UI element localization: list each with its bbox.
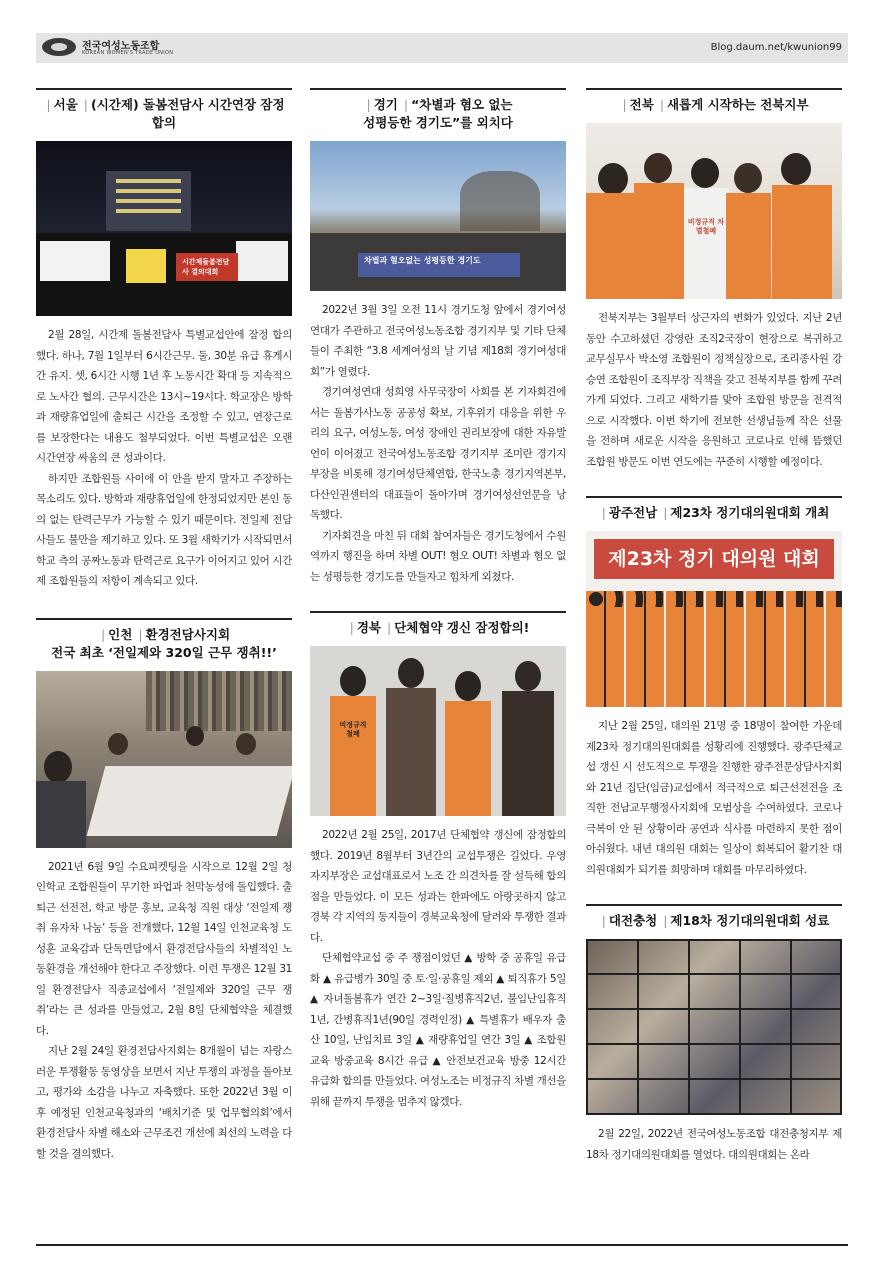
blog-url[interactable]: Blog.daum.net/kwunion99 <box>710 42 842 53</box>
paragraph: 전북지부는 3월부터 상근자의 변화가 있었다. 지난 2년 동안 수고하셨던 강영란 조직2국장이 현장으로 복귀하고 교무실무사 박소영 조합원이 정책실장으로, 조리종사원 강승연 조합원이 조직부장 직책을 갖고 전북지부를 함께 꾸려가게 되었다. 그리고 새학기를 맞아 조합원 방문을 전격적으로 시작했다. 이번 학기에 전보한 선생님들께 작은 선물을 전하며 새로운 시작을 응원하고 코로나로 인해 뜸했던 조합원 방문도 이번 연도에는 꾸준히 시행할 예정이다. <box>586 312 842 468</box>
photo-gyeongbuk-agreement <box>310 646 566 816</box>
union-logo <box>42 38 76 56</box>
article-title: | 인천 | 환경전담사지회 전국 최초 ‘전일제와 320일 근무 쟁취!!’ <box>36 626 292 671</box>
region-label: 서울 <box>53 97 78 112</box>
convention-banner: 제23차 정기 대의원 대회 <box>594 539 834 579</box>
article-body <box>310 825 566 1112</box>
paragraph: 지난 2월 24일 환경전담사지회는 8개월이 넘는 자랑스러운 투쟁활동 동영상을 보면서 지난 투쟁의 과정을 돌아보고, 평가와 소감을 나누고 자축했다. 또한 2022년 3월 이후 예정된 인천교육청과의 ‘배치기준 및 업무협의회’에서 환경전담사 차별 해소와 근무조건 개선에 최선의 노력을 다할 것을 결의했다. <box>36 1045 292 1160</box>
paragraph: 2월 28일, 시간제 돌봄전담사 특별교섭안에 잠정 합의했다. 하나, 7월 1일부터 6시간근무. 둘, 30분 유급 휴게시간 유지. 셋, 6시간 시행 1년 후 노동시간 확대 등 지속적으로 노사간 협의. 근무시간은 13시~19시다. 학교장은 방학과 재량휴업일에 출퇴근 시간을 조정할 수 있고, 연장근로를 보장한다는 내용도 첨부되었다. 이번 특별교섭은 오랜 시간연장 싸움의 큰 성과이다. <box>36 329 292 464</box>
photo-jeonbuk-members <box>586 123 842 299</box>
region-label: 전북 <box>629 97 654 112</box>
article-gyeonggi <box>310 88 566 587</box>
article-body <box>36 325 292 592</box>
page-header <box>36 33 848 63</box>
paragraph: 2월 22일, 2022년 전국여성노동조합 대전충청지부 제18차 정기대의원대회를 열었다. 대의원대회는 온라 <box>586 1128 842 1161</box>
photo-seoul-rally <box>36 141 292 316</box>
headline-line2: 전국 최초 ‘전일제와 320일 근무 쟁취!!’ <box>51 644 277 660</box>
article-jeonbuk <box>586 88 842 472</box>
rally-banner: 차별과 혐오없는 성평등한 경기도 <box>358 253 520 277</box>
article-gwangju <box>586 496 842 880</box>
article-title: | 경북 | 단체협약 갱신 잠정합의! <box>349 620 530 635</box>
article-body <box>586 716 842 880</box>
photo-incheon-meeting <box>36 671 292 848</box>
paragraph: 2022년 2월 25일, 2017년 단체협약 갱신에 잠정합의했다. 2019년 8월부터 3년간의 교섭투쟁은 길었다. 우영자지부장은 교섭대표로서 노조 간 의견차를 잘 설득해 합의점을 만들었다. 이 모든 성과는 한파에도 아랑곳하지 않고 경북 각 지역의 동지들이 경북교육청에 달려와 투쟁한 결과다. <box>310 829 566 944</box>
paragraph: 2022년 3월 3일 오전 11시 경기도청 앞에서 경기여성연대가 주관하고 전국여성노동조합 경기지부 및 기타 단체들이 주최한 “3.8 세계여성의 날 기념 제18회 경기여성대회”가 열렸다. <box>310 304 566 378</box>
vest-text: 비정규직 차별철폐 <box>687 218 725 235</box>
region-label: 대전충청 <box>608 913 658 928</box>
paragraph: 기자회견을 마친 뒤 대회 참여자들은 경기도청에서 수원역까지 행진을 하며 차별 OUT! 혐오 OUT! 차별과 혐오 없는 성평등한 경기도를 만들자고 힘차게 외쳤다. <box>310 529 566 583</box>
article-gyeongbuk <box>310 611 566 1112</box>
article-incheon <box>36 618 292 1165</box>
article-title: | 경기 | “차별과 혐오 없는 성평등한 경기도”를 외치다 <box>310 96 566 141</box>
article-title: | 전북 | 새롭게 시작하는 전북지부 <box>622 97 809 112</box>
headline-line2: 성평등한 경기도”를 외치다 <box>363 115 513 130</box>
article-body <box>36 857 292 1165</box>
paragraph: 2021년 6월 9일 수요피켓팅을 시작으로 12월 2일 청인학교 조합원들이 무기한 파업과 천막농성에 돌입했다. 출퇴근 선전전, 학교 방문 홍보, 교육청 직원 대상 ‘전일제 쟁취 유자차 나눔’ 등을 전개했다, 12월 14일 인천교육청 도성훈 교육감과 단독면담에서 환경전담사들의 차별적인 노동환경을 개선해야 한다고 주장했다. 이런 투쟁은 12월 31일 환경전담사 직종교섭에서 ‘전일제와 320일 근무 쟁취’라는 큰 성과를 만들었고, 2월 8일 단체협약을 체결했다. <box>36 860 292 1037</box>
vest-text: 비정규직 철폐 <box>339 721 367 738</box>
headline: 환경전담사지회 <box>145 626 231 642</box>
headline: 제18차 정기대의원대회 성료 <box>670 913 830 928</box>
headline: 새롭게 시작하는 전북지부 <box>667 97 809 112</box>
region-label: 인천 <box>108 626 133 642</box>
article-title: | 대전충청 | 제18차 정기대의원대회 성료 <box>601 913 830 928</box>
footer-rule <box>36 1244 848 1246</box>
article-body <box>586 1124 842 1165</box>
column-3 <box>586 88 842 1165</box>
headline: (시간제) 돌봄전담사 시간연장 잠정합의 <box>91 97 285 130</box>
article-body <box>586 308 842 472</box>
paragraph: 경기여성연대 성희영 사무국장이 사회를 본 기자회견에서는 돌봄가사노동 공공성 확보, 기후위기 대응을 위한 우리의 요구, 여성노동, 여성 장애인 권리보장에 대한 자유발언이 이어졌고 전국여성노동조합 경기지부 조미란 경기지부장을 비롯해 경기여성단체연합, 한국노총 경기지역본부, 다산인권센터의 대표들이 돌아가며 경기여성선언문을 낭독했다. <box>310 386 566 521</box>
article-title: | 서울 | (시간제) 돌봄전담사 시간연장 잠정합의 <box>46 97 285 130</box>
region-label: 광주전남 <box>608 505 658 520</box>
column-1 <box>36 88 292 1164</box>
rally-banner: 시간제돌봄전담사 결의대회 <box>176 253 238 281</box>
headline: “차별과 혐오 없는 <box>411 97 513 112</box>
article-title: | 광주전남 | 제23차 정기대의원대회 개최 <box>601 505 830 520</box>
article-seoul <box>36 88 292 592</box>
photo-gyeonggi-rally <box>310 141 566 291</box>
column-2 <box>310 88 566 1112</box>
headline: 단체협약 갱신 잠정합의! <box>394 620 530 635</box>
org-name: 전국여성노동조합 <box>82 41 160 52</box>
headline: 제23차 정기대의원대회 개최 <box>670 505 830 520</box>
paragraph: 지난 2월 25일, 대의원 21명 중 18명이 참여한 가운데 제23차 정기대의원대회를 성황리에 진행했다. 광주단체교섭 갱신 시 선도적으로 투쟁을 진행한 광주전문상담사지회와 21년 집단(임금)교섭에서 적극적으로 퇴근선전전을 조직한 전남교무행정사지회에 모범상을 수여하였다. 코로나 극복이 안 된 상황이라 공연과 식사를 마련하지 못한 점이 아쉬웠다. 내년 대의원 대회는 일상이 회복되어 활기찬 대의원대회가 되기를 희망하며 대회를 마무리하였다. <box>586 720 842 876</box>
region-label: 경기 <box>373 97 398 112</box>
photo-gwangju-convention <box>586 531 842 707</box>
org-name-en: KOREAN WOMEN'S TRADE UNION <box>82 50 174 56</box>
article-daejeon <box>586 904 842 1165</box>
paragraph: 하지만 조합원들 사이에 이 안을 받지 말자고 주장하는 목소리도 있다. 방학과 재량휴업일에 한정되었지만 본인 동의 없는 탄력근무가 가능할 수 있기 때문이다. 전일제 전담사들도 불만을 제기하고 있다. 또 3월 새학기가 시작되면서 학교 측의 공짜노동과 탄력근로 요구가 이어지고 있어 시간제 조합원들의 저항이 계속되고 있다. <box>36 472 292 587</box>
photo-daejeon-online-meeting <box>586 939 842 1115</box>
article-body <box>310 300 566 587</box>
paragraph: 단체협약교섭 중 주 쟁점이었던 ▲ 방학 중 공휴일 유급화 ▲ 유급병가 30일 중 토·일·공휴일 제외 ▲ 퇴직휴가 5일 ▲ 자녀돌봄휴가 연간 2~3일·질병휴직2년, 불임난임휴직 1년, 간병휴직1년(90일 경력인정) ▲ 특별휴가 배우자 출산 10일, 난임치료 3일 ▲ 재량휴업일 연간 3일 ▲ 조합원교육 방중교육 8시간 유급 ▲ 안전보건교육 방중 12시간 유급화 합의를 만들었다. 여성노조는 비정규직 차별 개선을 위해 끝까지 투쟁을 멈추지 않겠다. <box>310 952 566 1108</box>
region-label: 경북 <box>356 620 381 635</box>
